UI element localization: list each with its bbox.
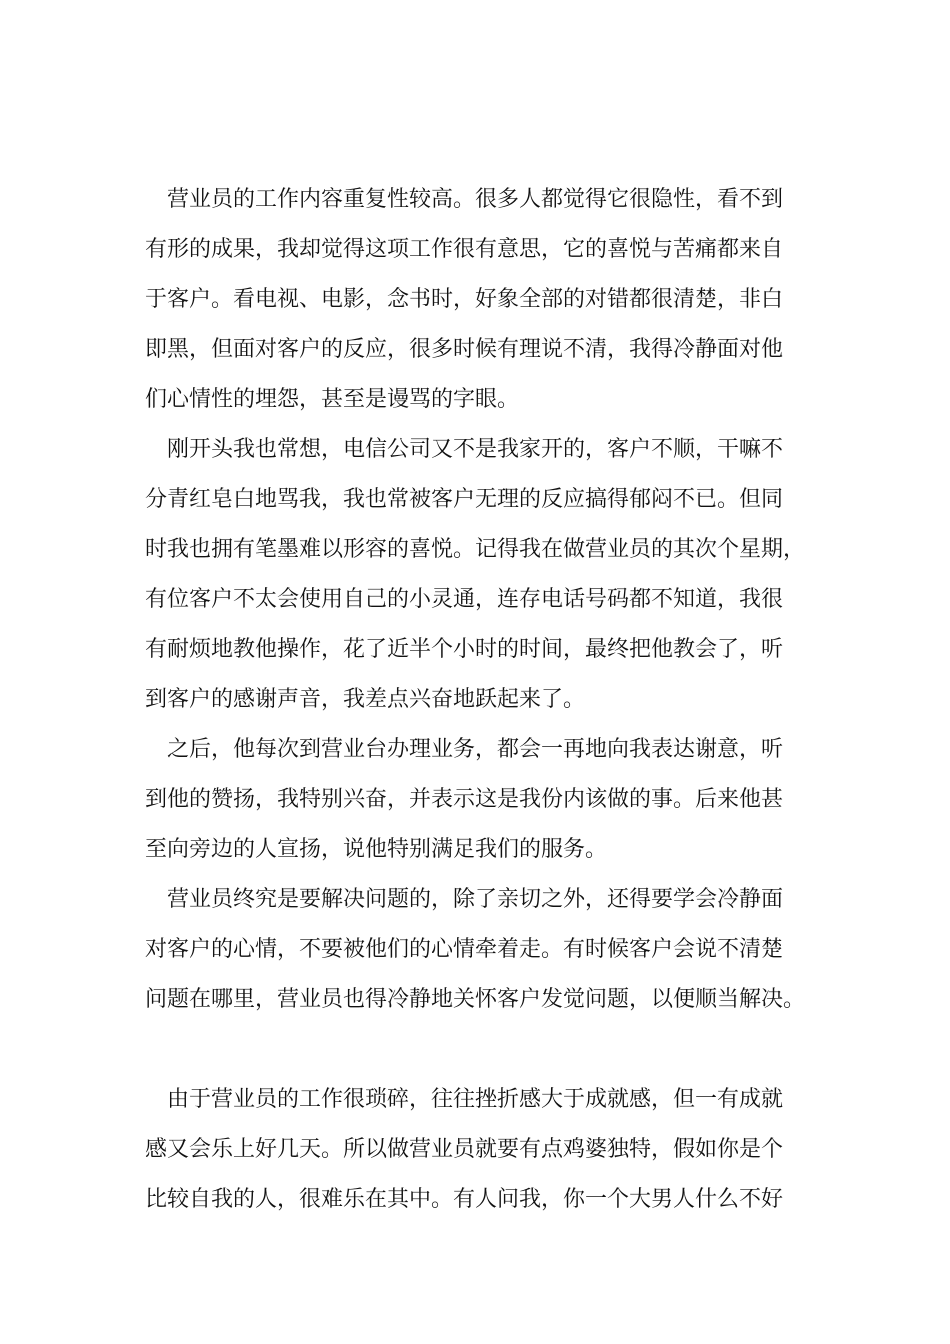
paragraph-2-line-5: 有耐烦地教他操作，花了近半个小时的时间，最终把他教会了，听	[145, 637, 784, 662]
paragraph-2-line-2: 分青红皂白地骂我，我也常被客户无理的反应搞得郁闷不已。但同	[145, 487, 784, 512]
paragraph-4-line-3: 问题在哪里，营业员也得冷静地关怀客户发觉问题，以便顺当解决。	[145, 987, 806, 1012]
paragraph-2-line-4: 有位客户不太会使用自己的小灵通，连存电话号码都不知道，我很	[145, 587, 784, 612]
paragraph-1-line-3: 于客户。看电视、电影，念书时，好象全部的对错都很清楚，非白	[145, 287, 784, 312]
paragraph-3-line-2: 到他的赞扬，我特别兴奋，并表示这是我份内该做的事。后来他甚	[145, 787, 784, 812]
paragraph-2-line-6: 到客户的感谢声音，我差点兴奋地跃起来了。	[145, 687, 586, 712]
paragraph-4-line-2: 对客户的心情，不要被他们的心情牵着走。有时候客户会说不清楚	[145, 937, 784, 962]
paragraph-1-line-4: 即黑，但面对客户的反应，很多时候有理说不清，我得冷静面对他	[145, 337, 784, 362]
paragraph-5-line-3: 比较自我的人，很难乐在其中。有人问我，你一个大男人什么不好	[145, 1187, 784, 1212]
paragraph-2-line-3: 时我也拥有笔墨难以形容的喜悦。记得我在做营业员的其次个星期，	[145, 537, 806, 562]
paragraph-1-line-1: 营业员的工作内容重复性较高。很多人都觉得它很隐性，看不到	[167, 187, 784, 212]
paragraph-1-line-2: 有形的成果，我却觉得这项工作很有意思，它的喜悦与苦痛都来自	[145, 237, 784, 262]
paragraph-1-line-5: 们心情性的埋怨，甚至是谩骂的字眼。	[145, 387, 520, 412]
paragraph-3-line-1: 之后，他每次到营业台办理业务，都会一再地向我表达谢意，听	[167, 737, 784, 762]
paragraph-4-line-1: 营业员终究是要解决问题的，除了亲切之外，还得要学会冷静面	[167, 887, 784, 912]
paragraph-3-line-3: 至向旁边的人宣扬，说他特别满足我们的服务。	[145, 837, 608, 862]
paragraph-5-line-1: 由于营业员的工作很琐碎，往往挫折感大于成就感，但一有成就	[167, 1087, 784, 1112]
paragraph-2-line-1: 刚开头我也常想，电信公司又不是我家开的，客户不顺，干嘛不	[167, 437, 784, 462]
paragraph-5-line-2: 感又会乐上好几天。所以做营业员就要有点鸡婆独特，假如你是个	[145, 1137, 784, 1162]
